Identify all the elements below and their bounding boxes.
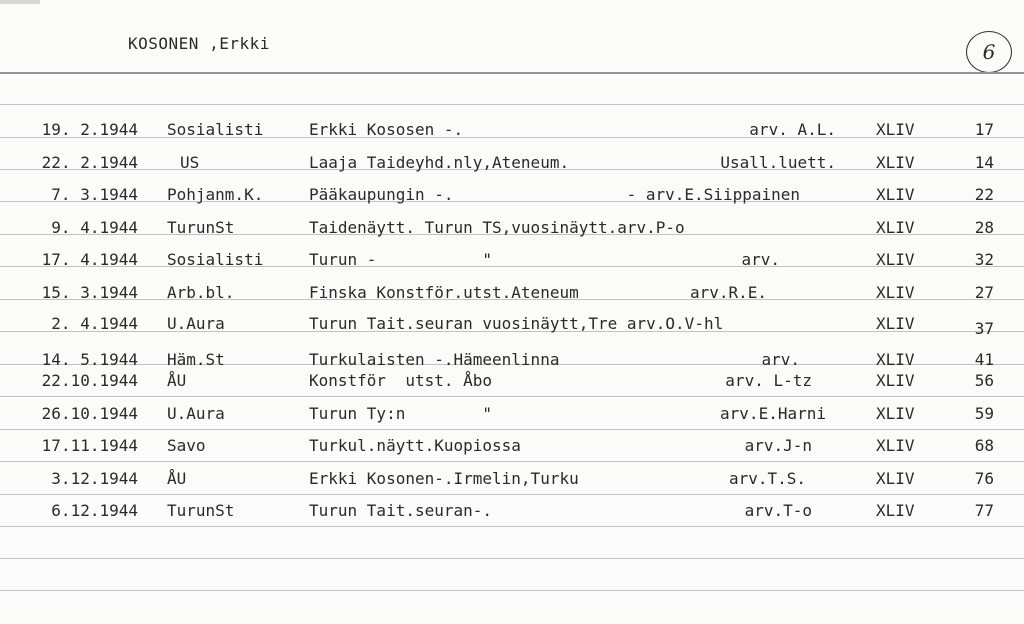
entry-page: 76 [974, 469, 994, 488]
entry-title: Erkki Kososen -. [309, 120, 464, 139]
entry-row [0, 350, 1024, 372]
entry-paper: U.Aura [167, 314, 225, 333]
entry-signature: arv. L-tz [725, 371, 812, 390]
entry-signature: arv. [741, 250, 780, 269]
entry-volume: XLIV [876, 120, 915, 139]
entry-row [0, 185, 1024, 207]
entry-paper: US [180, 153, 200, 172]
rule-line [0, 526, 1024, 527]
entry-signature: arv. A.L. [749, 120, 836, 139]
rule-line [0, 558, 1024, 559]
card-number-circle: 6 [966, 31, 1012, 73]
entry-paper: TurunSt [167, 501, 235, 520]
entry-page: 41 [974, 350, 994, 369]
entry-page: 32 [974, 250, 994, 269]
entry-page: 77 [974, 501, 994, 520]
entry-volume: XLIV [876, 218, 915, 237]
entry-page: 59 [974, 404, 994, 423]
entry-signature: arv.E.Harni [720, 404, 826, 423]
entry-signature: arv. [761, 350, 800, 369]
entry-row [0, 120, 1024, 142]
entry-date: 19. 2.1944 [41, 120, 138, 139]
entry-paper: TurunSt [167, 218, 235, 237]
entry-row [0, 501, 1024, 523]
entry-row [0, 404, 1024, 426]
entry-volume: XLIV [876, 153, 915, 172]
entry-row [0, 283, 1024, 305]
entry-page: 27 [974, 283, 994, 302]
entry-volume: XLIV [876, 501, 915, 520]
entry-paper: ÅU [167, 371, 187, 390]
entry-signature: - arv.E.Siippainen [626, 185, 800, 204]
entry-signature: Usall.luett. [720, 153, 836, 172]
rule-line [0, 461, 1024, 462]
entry-paper: Sosialisti [167, 120, 264, 139]
entry-volume: XLIV [876, 185, 915, 204]
entry-date: 14. 5.1944 [41, 350, 138, 369]
entry-date: 22.10.1944 [41, 371, 138, 390]
entry-row [0, 218, 1024, 240]
entry-volume: XLIV [876, 436, 915, 455]
entry-volume: XLIV [876, 250, 915, 269]
entry-row [0, 153, 1024, 175]
entry-signature: arv.T-o [744, 501, 812, 520]
entry-row [0, 469, 1024, 491]
rule-line [0, 104, 1024, 105]
entry-page: 28 [974, 218, 994, 237]
entry-paper: Pohjanm.K. [167, 185, 264, 204]
rule-line [0, 429, 1024, 430]
entry-paper: Arb.bl. [167, 283, 235, 302]
entry-page: 14 [974, 153, 994, 172]
entry-title: Turun Tait.seuran vuosinäytt,Tre arv.O.V-hl [309, 314, 724, 333]
rule-line [0, 590, 1024, 591]
corner-mark [0, 0, 40, 4]
entry-paper: Sosialisti [167, 250, 264, 269]
entry-date: 7. 3.1944 [51, 185, 138, 204]
entry-title: Turkulaisten -.Hämeenlinna [309, 350, 560, 369]
entry-volume: XLIV [876, 469, 915, 488]
entry-paper: Savo [167, 436, 206, 455]
entry-paper: ÅU [167, 469, 187, 488]
entry-paper: U.Aura [167, 404, 225, 423]
entry-title: Pääkaupungin -. [309, 185, 454, 204]
entry-date: 6.12.1944 [51, 501, 138, 520]
entry-volume: XLIV [876, 283, 915, 302]
entry-date: 17.11.1944 [41, 436, 138, 455]
entry-row [0, 314, 1024, 336]
entry-volume: XLIV [876, 404, 915, 423]
entry-page: 68 [974, 436, 994, 455]
entry-date: 2. 4.1944 [51, 314, 138, 333]
entry-signature: arv.R.E. [690, 283, 768, 302]
entry-title: Taidenäytt. Turun TS,vuosinäytt.arv.P-o [309, 218, 685, 237]
entry-paper: Häm.St [167, 350, 225, 369]
entry-title: Finska Konstför.utst.Ateneum [309, 283, 579, 302]
entry-title: Turun Tait.seuran-. [309, 501, 493, 520]
entry-page: 37 [974, 319, 994, 338]
entry-title: Turun Ty:n " [309, 404, 493, 423]
rule-line [0, 396, 1024, 397]
entry-signature: arv.J-n [744, 436, 812, 455]
entry-title: Erkki Kosonen-.Irmelin,Turku [309, 469, 579, 488]
entry-page: 56 [974, 371, 994, 390]
entry-date: 17. 4.1944 [41, 250, 138, 269]
rule-line [0, 494, 1024, 495]
entry-page: 22 [974, 185, 994, 204]
entry-row [0, 250, 1024, 272]
entry-title: Turun - " [309, 250, 493, 269]
entry-title: Turkul.näytt.Kuopiossa [309, 436, 521, 455]
entry-volume: XLIV [876, 350, 915, 369]
entry-signature: arv.T.S. [728, 469, 806, 488]
entry-row [0, 436, 1024, 458]
entry-volume: XLIV [876, 371, 915, 390]
entry-volume: XLIV [876, 314, 915, 333]
entry-date: 22. 2.1944 [41, 153, 138, 172]
entry-page: 17 [974, 120, 994, 139]
card-name: KOSONEN ,Erkki [128, 34, 270, 53]
header-rule [0, 72, 1024, 74]
entry-row [0, 371, 1024, 393]
entry-date: 15. 3.1944 [41, 283, 138, 302]
entry-title: Laaja Taideyhd.nly,Ateneum. [309, 153, 570, 172]
entry-date: 9. 4.1944 [51, 218, 138, 237]
entry-title: Konstför utst. Åbo [309, 371, 493, 390]
entry-date: 3.12.1944 [51, 469, 138, 488]
entry-date: 26.10.1944 [41, 404, 138, 423]
